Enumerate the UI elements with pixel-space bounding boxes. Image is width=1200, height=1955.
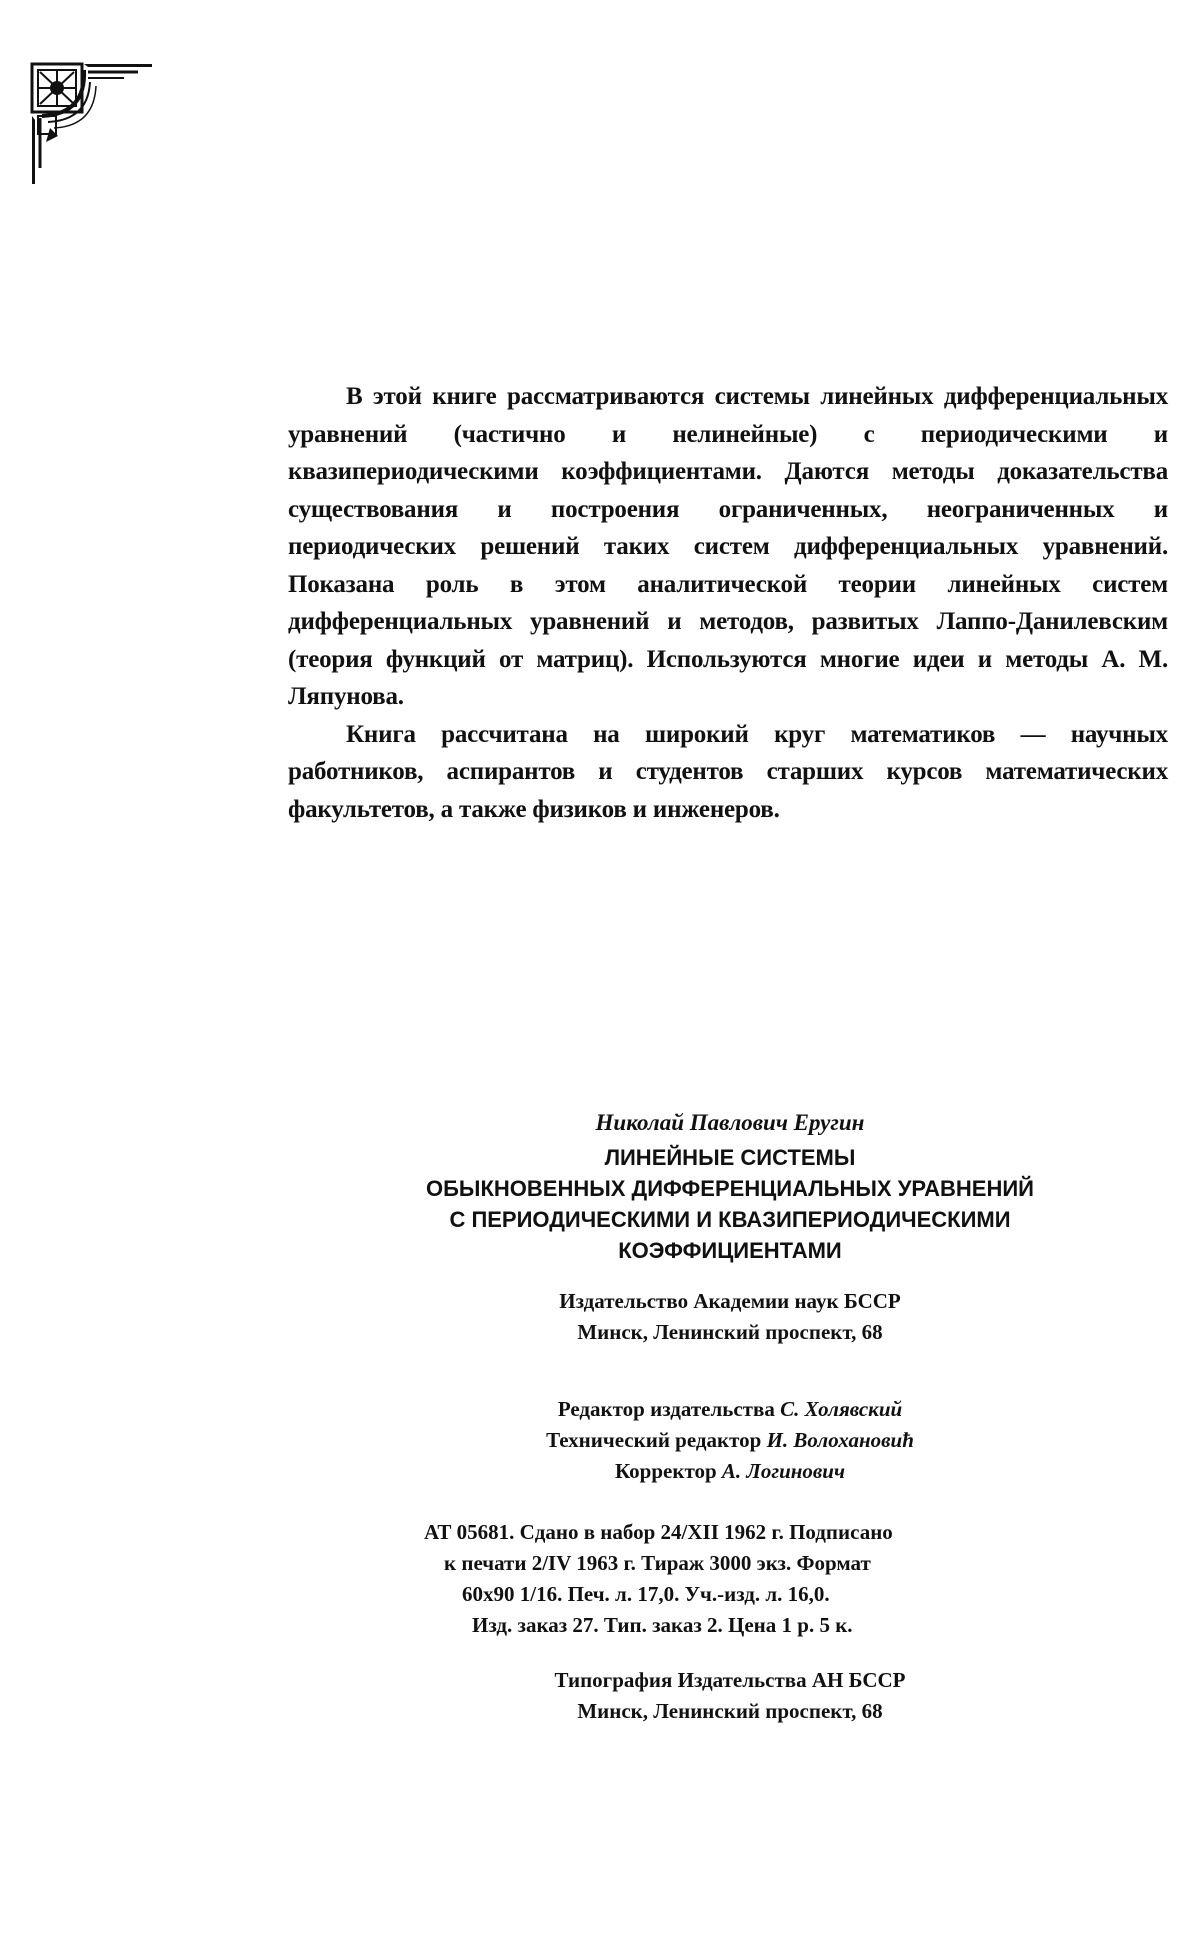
- colophon: [350, 1108, 1110, 1727]
- printer-line: Типография Издательства АН БССР: [554, 1668, 906, 1692]
- imprint: [350, 1517, 1110, 1641]
- book-title-line: С ПЕРИОДИЧЕСКИМИ И КВАЗИПЕРИОДИЧЕСКИМИ: [449, 1207, 1011, 1232]
- imprint-line: Изд. заказ 27. Тип. заказ 2. Цена 1 р. 5 к.: [472, 1613, 853, 1637]
- printer: [350, 1665, 1110, 1727]
- imprint-line: к печати 2/IV 1963 г. Тираж 3000 экз. Формат: [444, 1551, 871, 1575]
- staff-name: И. Волохановић: [766, 1428, 914, 1452]
- publisher-line: Минск, Ленинский проспект, 68: [577, 1320, 883, 1344]
- staff-line: [350, 1425, 1110, 1456]
- publisher: [350, 1286, 1110, 1348]
- staff-line: [350, 1456, 1110, 1487]
- staff-role: Редактор издательства: [557, 1397, 775, 1421]
- author-name: Николай Павлович Еругин: [595, 1110, 865, 1135]
- staff-role: Корректор: [614, 1459, 717, 1483]
- printer-line: Минск, Ленинский проспект, 68: [577, 1699, 883, 1723]
- staff-name: С. Холявский: [780, 1397, 903, 1421]
- staff-name: А. Логинович: [721, 1459, 846, 1483]
- imprint-line: 60x90 1/16. Печ. л. 17,0. Уч.-изд. л. 16,0.: [462, 1582, 830, 1606]
- corner-ornament-icon: [28, 58, 156, 186]
- book-title-line: ОБЫКНОВЕННЫХ ДИФФЕРЕНЦИАЛЬНЫХ УРАВНЕНИЙ: [426, 1176, 1034, 1201]
- book-title-line: КОЭФФИЦИЕНТАМИ: [618, 1238, 842, 1263]
- abstract-paragraph-1: В этой книге рассматриваются системы линейных дифференциальных уравнений (частично и нелинейные) с периодическими и квазипериодическими коэффициентами. Даются методы доказательства существования и построения ограниченных, неограниченных и периодических решений таких систем дифференциальных уравнений. Показана роль в этом аналитической теории линейных систем дифференциальных уравнений и методов, развитых Лаппо-Данилевским (теория функций от матриц). Используются многие идеи и методы А. М. Ляпунова.: [288, 383, 1168, 710]
- imprint-line: АТ 05681. Сдано в набор 24/XII 1962 г. Подписано: [424, 1520, 893, 1544]
- book-title-line: ЛИНЕЙНЫЕ СИСТЕМЫ: [604, 1145, 856, 1170]
- publisher-line: Издательство Академии наук БССР: [559, 1289, 901, 1313]
- staff-role: Технический редактор: [546, 1428, 762, 1452]
- staff-line: [350, 1394, 1110, 1425]
- editorial-staff: [350, 1394, 1110, 1487]
- book-title: [350, 1142, 1110, 1266]
- abstract: [288, 378, 1168, 828]
- abstract-paragraph-2: Книга рассчитана на широкий круг математиков — научных работников, аспирантов и студентов старших курсов математических факультетов, а также физиков и инженеров.: [288, 720, 1168, 823]
